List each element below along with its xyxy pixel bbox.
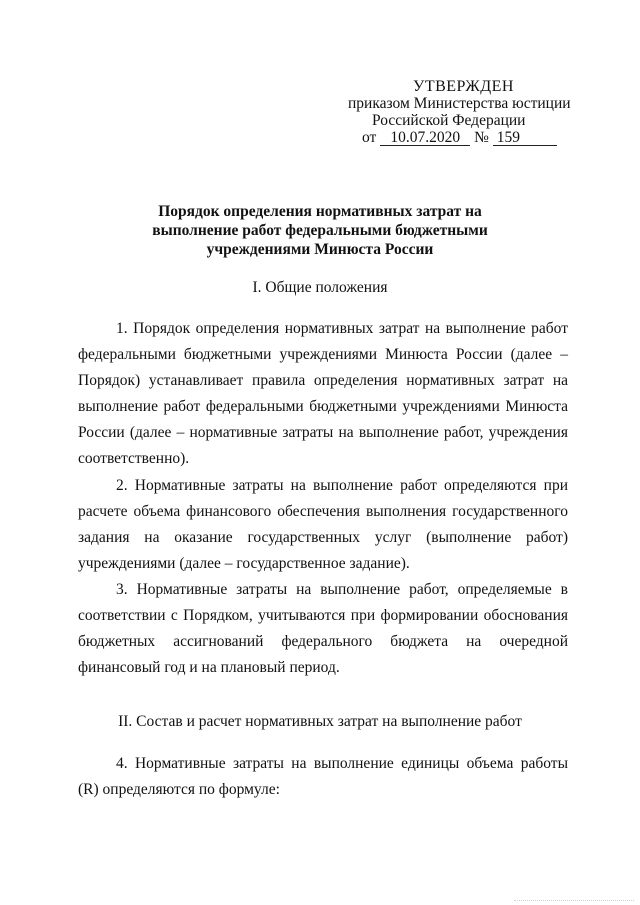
section-heading-composition: II. Состав и расчет нормативных затрат на выполнение работ	[118, 713, 522, 730]
from-label: от	[362, 129, 377, 146]
paragraph-text: 3. Нормативные затраты на выполнение работ, определяемые в соответствии с Порядком, учитываются при формировании обоснования бюджетных ассигнований федерального бюджета на очередной финансовый год и на плановый период.	[78, 581, 568, 676]
paragraph-2	[78, 473, 568, 577]
section-heading-general: I. Общие положения	[252, 279, 388, 296]
approval-country: Российской Федерации	[372, 112, 526, 129]
paragraph-text: 2. Нормативные затраты на выполнение работ определяются при расчете объема финансового обеспечения выполнения государственного задания на оказание государственных услуг (выполнение работ) учреждениями (далее – государственное задание).	[78, 477, 568, 572]
paragraph-4	[78, 751, 568, 803]
approval-date-line	[362, 129, 588, 146]
approval-title: УТВЕРЖДЕН	[413, 78, 514, 95]
paragraph-text: 1. Порядок определения нормативных затрат на выполнение работ федеральными бюджетными учреждениями Минюста России (далее – Порядок) устанавливает правила определения нормативных затрат на выполнение работ федеральными бюджетными учреждениями Минюста России (далее – нормативные затраты на выполнение работ, учреждения соответственно).	[78, 320, 568, 467]
approval-issuer: приказом Министерства юстиции	[348, 95, 571, 112]
paragraph-3	[78, 577, 568, 681]
document-title: Порядок определения нормативных затрат на выполнение работ федеральными бюджетными учреждениями Минюста России	[152, 203, 488, 258]
number-label: №	[474, 129, 489, 146]
approval-date: 10.07.2020	[380, 130, 470, 146]
scan-artifact	[514, 890, 634, 901]
paragraph-text: 4. Нормативные затраты на выполнение единицы объема работы (R) определяются по формуле:	[78, 755, 568, 798]
approval-number: 159	[493, 130, 557, 146]
approval-stamp	[348, 78, 588, 146]
paragraph-1	[78, 316, 568, 472]
